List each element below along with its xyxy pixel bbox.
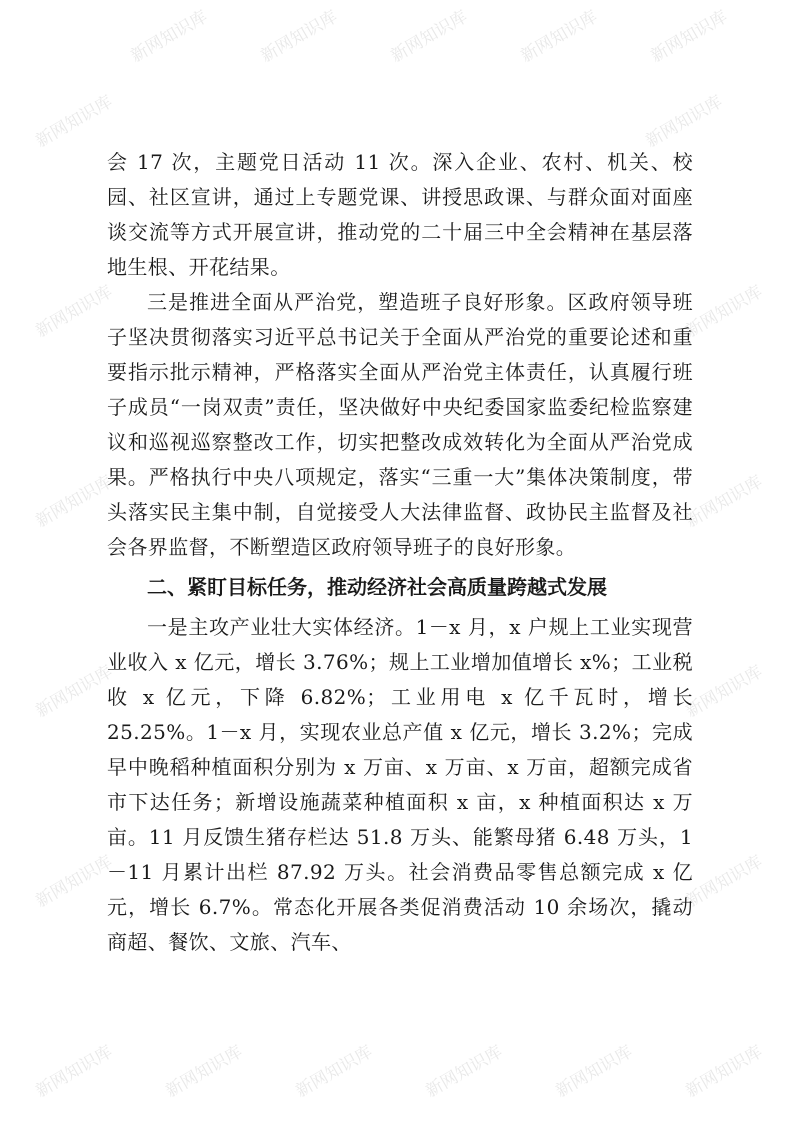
watermark: 新网知识库 [387,6,472,67]
watermark: 新网知识库 [682,661,767,722]
watermark: 新网知识库 [32,851,117,912]
watermark: 新网知识库 [32,1041,117,1102]
watermark: 新网知识库 [517,6,602,67]
watermark: 新网知识库 [162,1041,247,1102]
watermark: 新网知识库 [422,1041,507,1102]
watermark: 新网知识库 [257,6,342,67]
watermark: 新网知识库 [682,471,767,532]
document-body [107,145,693,960]
watermark: 新网知识库 [552,1041,637,1102]
watermark: 新网知识库 [682,851,767,912]
section-heading: 二、紧盯目标任务，推动经济社会高质量跨越式发展 [147,575,607,599]
watermark: 新网知识库 [32,91,117,152]
watermark: 新网知识库 [32,281,117,342]
watermark: 新网知识库 [642,91,727,152]
watermark: 新网知识库 [127,6,212,67]
watermark: 新网知识库 [32,471,117,532]
paragraph-continuation: 会 17 次，主题党日活动 11 次。深入企业、农村、机关、校园、社区宣讲，通过上专题党课、讲授思政课、与群众面对面座谈交流等方式开展宣讲，推动党的二十届三中全会精神在基层落地生根、开花结果。 [107,150,693,279]
watermark: 新网知识库 [682,1041,767,1102]
paragraph-strict-party-governance: 三是推进全面从严治党，塑造班子良好形象。区政府领导班子坚决贯彻落实习近平总书记关于全面从严治党的重要论述和重要指示批示精神，严格落实全面从严治党主体责任，认真履行班子成员“一岗双责”责任，坚决做好中央纪委国家监委纪检监察建议和巡视巡察整改工作，切实把整改成效转化为全面从严治党成果。严格执行中央八项规定，落实“三重一大”集体决策制度，带头落实民主集中制，自觉接受人大法律监督、政协民主监督及社会各界监督，不断塑造区政府领导班子的良好形象。 [107,290,693,559]
paragraph-industry-economy: 一是主攻产业壮大实体经济。1－x 月，x 户规上工业实现营业收入 x 亿元，增长 3.76%；规上工业增加值增长 x%；工业税收 x 亿元，下降 6.82%；工业用电 x 亿千瓦时，增长 25.25%。1－x 月，实现农业总产值 x 亿元，增长 3.2%；完成早中晚稻种植面积分别为 x 万亩、x 万亩、x 万亩，超额完成省市下达任务；新增设施蔬菜种植面积 x 亩，x 种植面积达 x 万亩。11 月反馈生猪存栏达 51.8 万头、能繁母猪 6.48 万头，1－11 月累计出栏 87.92 万头。社会消费品零售总额完成 x 亿元，增长 6.7%。常态化开展各类促消费活动 10 余场次，撬动商超、餐饮、文旅、汽车、 [107,615,693,954]
watermark: 新网知识库 [682,281,767,342]
watermark: 新网知识库 [292,1041,377,1102]
watermark: 新网知识库 [647,6,732,67]
watermark: 新网知识库 [32,661,117,722]
